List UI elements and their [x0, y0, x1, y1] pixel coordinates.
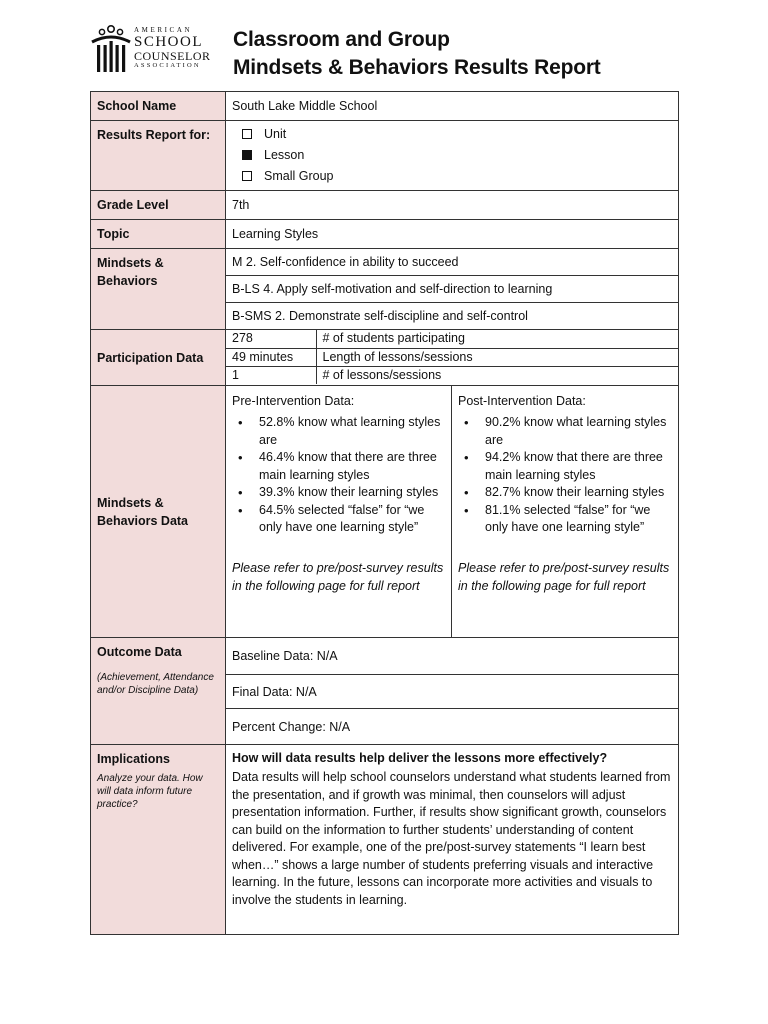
topic-label: Topic — [91, 220, 226, 249]
participation-desc: Length of lessons/sessions — [316, 348, 678, 366]
logo-line-4: ASSOCIATION — [134, 62, 201, 69]
list-item: • 52.8% know what learning styles are — [232, 414, 445, 449]
pre-note: Please refer to pre/post-survey results in the following page for full report — [232, 560, 444, 593]
results-for-options — [226, 121, 679, 191]
list-item: • 81.1% selected “false” for “we only have one learning style” — [458, 502, 672, 537]
option-unit-label: Unit — [264, 126, 287, 141]
title-line-2: Mindsets & Behaviors Results Report — [233, 56, 601, 79]
list-item: • 90.2% know what learning styles are — [458, 414, 672, 449]
list-item: • 64.5% selected “false” for “we only have one learning style” — [232, 502, 445, 537]
participation-label: Participation Data — [91, 330, 226, 386]
list-item: • 39.3% know their learning styles — [232, 484, 445, 502]
participation-row — [226, 348, 678, 366]
outcome-label: Outcome Data — [97, 645, 182, 659]
school-value: South Lake Middle School — [226, 92, 679, 121]
participation-value: 1 — [226, 366, 316, 384]
page-title — [233, 26, 601, 82]
participation-desc: # of students participating — [316, 330, 678, 348]
participation-value: 49 minutes — [226, 348, 316, 366]
participation-desc: # of lessons/sessions — [322, 367, 442, 382]
post-heading: Post-Intervention Data: — [458, 394, 586, 408]
report-header — [90, 22, 690, 82]
checkbox-unit[interactable] — [242, 129, 252, 139]
option-lesson-label: Lesson — [264, 147, 305, 162]
implications-sub-note: Analyze your data. How will data inform future practice? — [97, 773, 203, 810]
participation-row — [226, 330, 678, 348]
participation-row — [226, 366, 678, 384]
row-school — [91, 92, 679, 121]
asca-logo — [90, 22, 225, 78]
row-implications — [91, 745, 679, 935]
mindset-item: B-SMS 2. Demonstrate self-discipline and self-control — [226, 303, 679, 330]
row-mb-data — [91, 386, 679, 638]
outcome-sub-note: (Achievement, Attendance and/or Discipline Data) — [97, 672, 214, 696]
pre-intervention-cell — [226, 386, 452, 638]
row-grade — [91, 191, 679, 220]
list-item: • 46.4% know that there are three main learning styles — [232, 449, 445, 484]
participation-value: 278 — [226, 330, 316, 348]
post-note: Please refer to pre/post-survey results in the following page for full report — [458, 560, 670, 593]
list-item: • 94.2% know that there are three main learning styles — [458, 449, 672, 484]
mindset-item: M 2. Self-confidence in ability to succeed — [226, 249, 679, 276]
row-topic — [91, 220, 679, 249]
mb-data-label: Mindsets & Behaviors Data — [91, 386, 226, 638]
list-item: • 82.7% know their learning styles — [458, 484, 672, 502]
grade-value: 7th — [226, 191, 679, 220]
row-participation — [91, 330, 679, 386]
final-data: Final Data: N/A — [226, 675, 679, 709]
option-small-group[interactable] — [232, 165, 672, 186]
implications-label-cell — [91, 745, 226, 935]
implications-cell — [226, 745, 679, 935]
checkbox-small-group[interactable] — [242, 171, 252, 181]
row-mindsets-1 — [91, 249, 679, 276]
results-for-label: Results Report for: — [91, 121, 226, 191]
baseline-data: Baseline Data: N/A — [226, 638, 679, 675]
asca-emblem-icon — [90, 24, 132, 74]
option-lesson[interactable] — [232, 144, 672, 165]
implications-question: How will data results help deliver the lessons more effectively? — [232, 751, 608, 765]
checkbox-lesson[interactable] — [242, 150, 252, 160]
option-small-group-label: Small Group — [264, 168, 334, 183]
outcome-label-cell — [91, 638, 226, 745]
percent-change: Percent Change: N/A — [226, 709, 679, 745]
option-unit[interactable] — [232, 123, 672, 144]
row-outcome-baseline — [91, 638, 679, 675]
implications-label: Implications — [97, 752, 170, 766]
school-label: School Name — [91, 92, 226, 121]
participation-cell — [226, 330, 679, 386]
pre-heading: Pre-Intervention Data: — [232, 394, 355, 408]
topic-value: Learning Styles — [226, 220, 679, 249]
row-results-for — [91, 121, 679, 191]
participation-table — [226, 330, 678, 384]
logo-line-1: AMERICAN — [134, 26, 193, 34]
mindsets-label: Mindsets & Behaviors — [91, 249, 226, 330]
title-line-1: Classroom and Group — [233, 28, 450, 51]
post-intervention-cell — [452, 386, 679, 638]
report-table — [90, 91, 679, 935]
implications-body: Data results will help school counselors understand what students learned from the presentation, and if growth was minimal, then counselors will adjust presentation information. Further, if results show significant growth, counselors can build on the information to further students’ understanding of content delivered. For example, one of the pre/post-survey statements “I learn best when…” shows a large number of students preferring visuals and interactive learning. In the future, lessons can incorporate more activities and visuals to involve the students in learning. — [232, 770, 671, 907]
logo-line-3: COUNSELOR — [134, 49, 211, 63]
post-list — [458, 414, 672, 537]
logo-line-2: SCHOOL — [134, 34, 204, 50]
grade-label: Grade Level — [91, 191, 226, 220]
pre-list — [232, 414, 445, 537]
mindset-item: B-LS 4. Apply self-motivation and self-direction to learning — [226, 276, 679, 303]
